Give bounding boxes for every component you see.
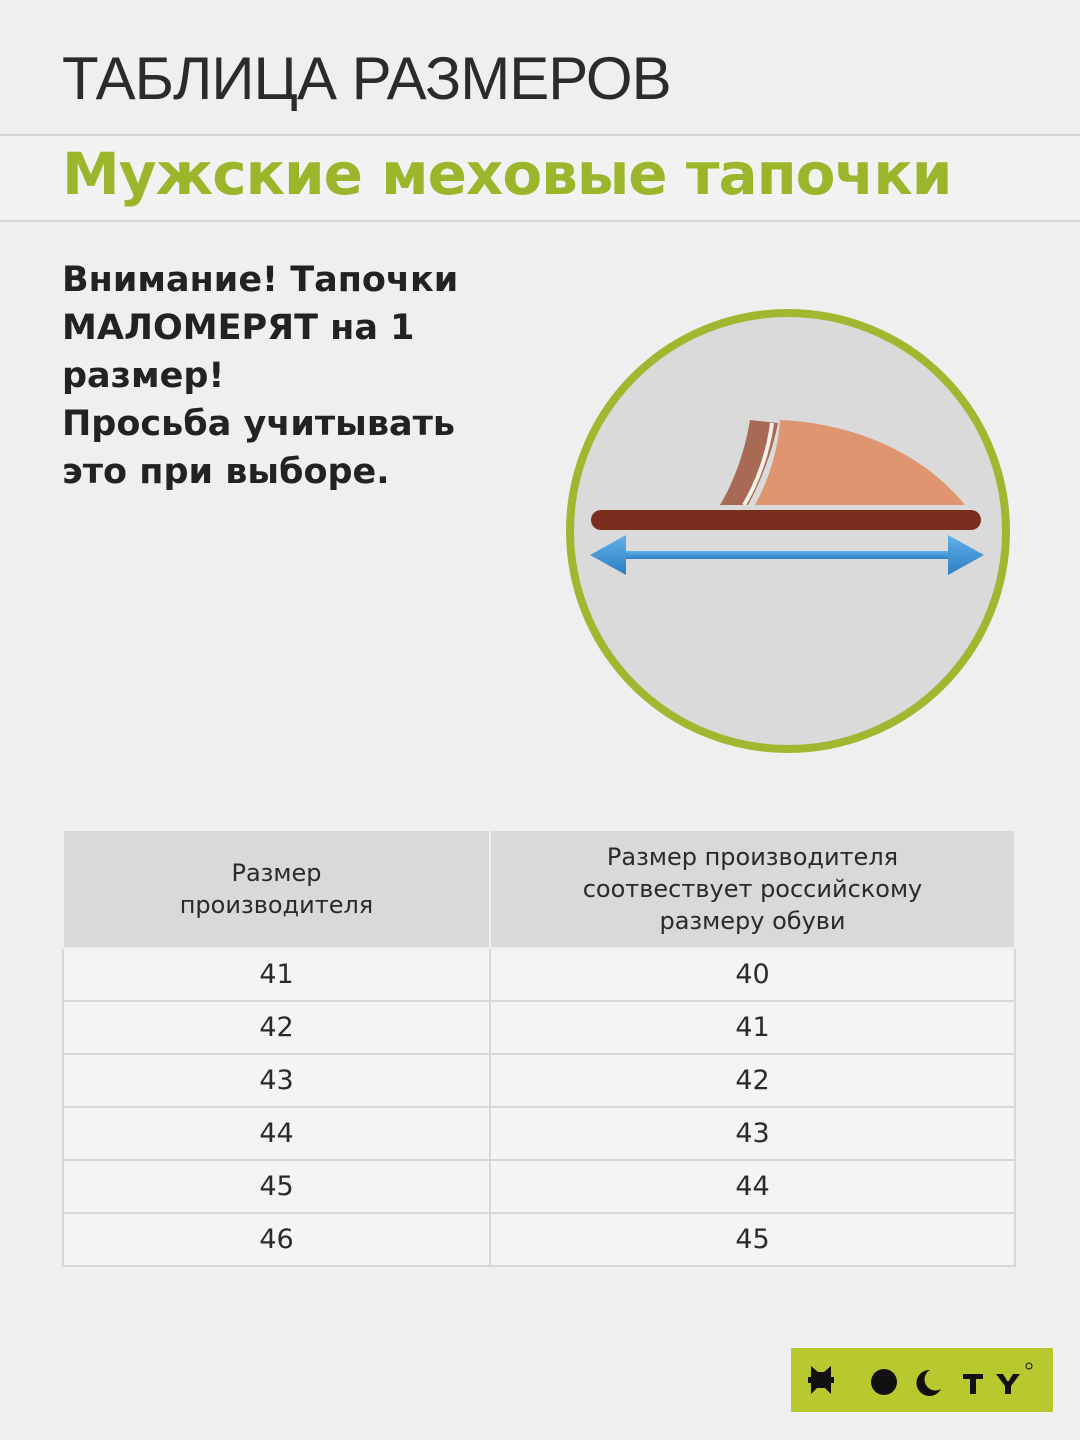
notice-line: это при выборе.	[62, 452, 390, 492]
notice-line: Внимание! Тапочки	[62, 260, 459, 300]
table-row	[63, 1107, 1015, 1160]
brand-logo	[791, 1348, 1053, 1412]
table-header-row	[63, 830, 1015, 948]
notice-line: Просьба учитывать	[62, 404, 455, 444]
notice-line: размер!	[62, 356, 225, 396]
manufacturer-size-cell: 45	[63, 1160, 490, 1213]
table-row	[63, 948, 1015, 1001]
notice-line: МАЛОМЕРЯТ на 1	[62, 308, 415, 348]
manufacturer-size-cell: 44	[63, 1107, 490, 1160]
manufacturer-size-cell: 41	[63, 948, 490, 1001]
manufacturer-size-cell: 46	[63, 1213, 490, 1266]
column-header-manufacturer-size: Размер производителя	[63, 830, 490, 948]
slipper-length-illustration	[560, 305, 1016, 757]
russian-size-cell: 41	[490, 1001, 1015, 1054]
russian-size-cell: 43	[490, 1107, 1015, 1160]
column-header-russian-size: Размер производителя соотвествует российскому размеру обуви	[490, 830, 1015, 948]
size-warning	[62, 256, 492, 496]
manufacturer-size-cell: 43	[63, 1054, 490, 1107]
russian-size-cell: 42	[490, 1054, 1015, 1107]
russian-size-cell: 45	[490, 1213, 1015, 1266]
russian-size-cell: 44	[490, 1160, 1015, 1213]
table-row	[63, 1054, 1015, 1107]
size-table	[62, 829, 1016, 1267]
table-row	[63, 1160, 1015, 1213]
illustration-circle	[570, 313, 1006, 749]
table-row	[63, 1213, 1015, 1266]
product-subtitle: Мужские меховые тапочки	[62, 140, 952, 208]
table-row	[63, 1001, 1015, 1054]
russian-size-cell: 40	[490, 948, 1015, 1001]
page-title: ТАБЛИЦА РАЗМЕРОВ	[62, 45, 671, 112]
manufacturer-size-cell: 42	[63, 1001, 490, 1054]
